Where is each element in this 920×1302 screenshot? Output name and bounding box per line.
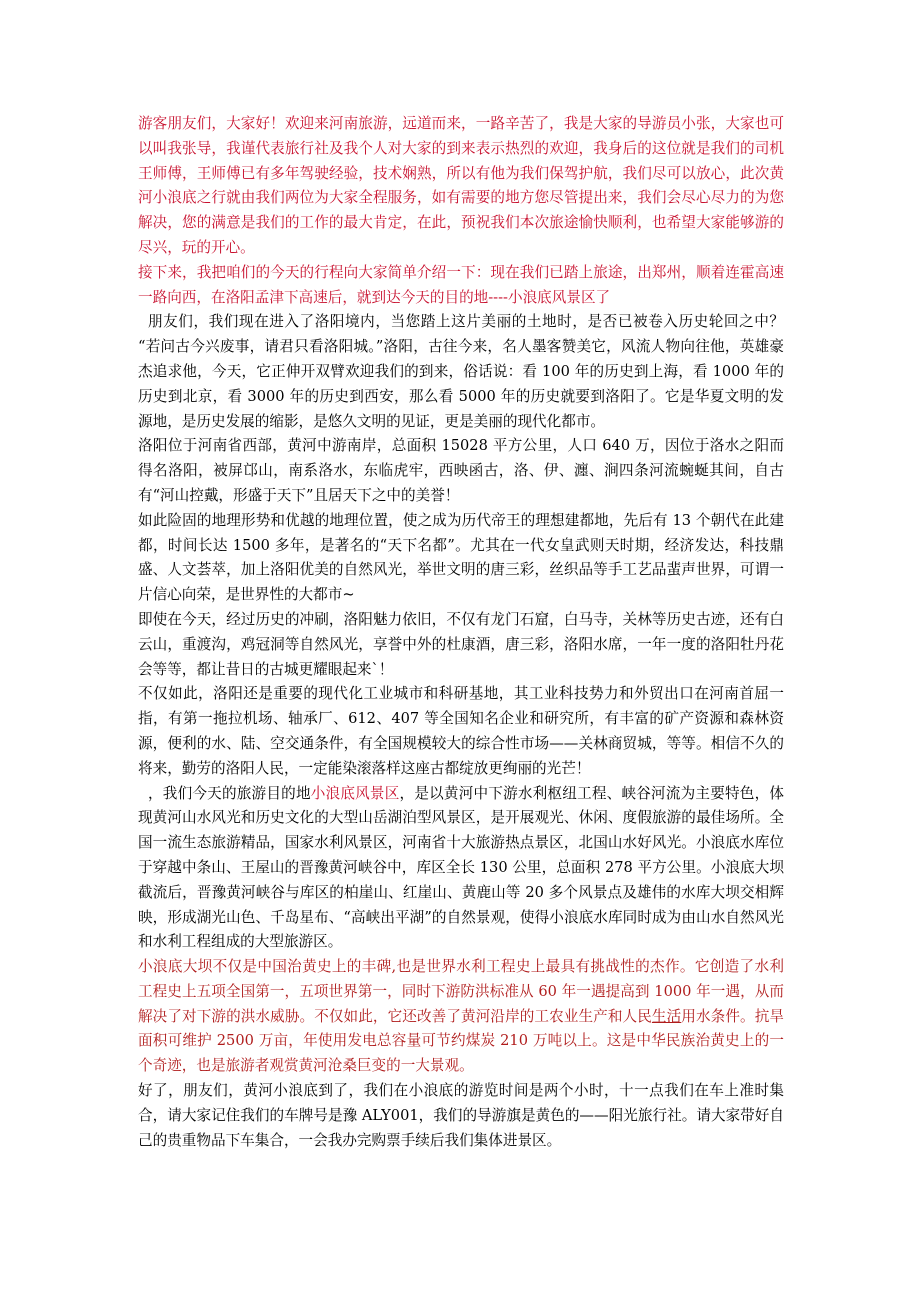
industry-paragraph: 不仅如此，洛阳还是重要的现代化工业城市和科研基地，其工业科技势力和外贸出口在河南首屈一指，有第一拖拉机场、轴承厂、612、407 等全国知名企业和研究所，有丰富的矿产资源和森林资源，便利的水、陆、空交通条件，有全国规模较大的综合性市场——关林商贸城，等等。相信不久的将来，勤劳的洛阳人民，一定能染滚落样这座古都绽放更绚丽的光芒！ — [138, 685, 784, 777]
scenic-highlight: 小浪底风景区 — [310, 784, 400, 802]
history-paragraph: 如此险固的地理形势和优越的地理位置，使之成为历代帝王的理想建都地，先后有 13 个朝代在此建都，时间长达 1500 多年，是著名的“天下名都”。尤其在一代女皇武则天时期，经济发达，科技鼎盛、人文荟萃，加上洛阳优美的自然风光，举世文明的唐三彩，丝织品等手工艺品蜚声世界，可谓一片信心向荣，是世界性的大都市~ — [138, 511, 784, 604]
itinerary-paragraph: 接下来，我把咱们的今天的行程向大家简单介绍一下：现在我们已踏上旅途，出郑州，顺着连霍高速一路向西，在洛阳孟津下高速后，就到达今天的目的地----小浪底风景区了 — [138, 263, 784, 306]
welcome-paragraph: 游客朋友们，大家好！欢迎来河南旅游，远道而来，一路辛苦了，我是大家的导游员小张，大家也可以叫我张导，我谨代表旅行社及我个人对大家的到来表示热烈的欢迎，我身后的这位就是我们的司机王师傅，王师傅已有多年驾驶经验，技术娴熟，所以有他为我们保驾护航，我们尽可以放心，此次黄河小浪底之行就由我们两位为大家全程服务，如有需要的地方您尽管提出来，我们会尽心尽力的为您解决，您的满意是我们的工作的最大肯定，在此，预祝我们本次旅途愉快顺利，也希望大家能够游的尽兴，玩的开心。 — [138, 115, 784, 256]
geography-paragraph: 洛阳位于河南省西部，黄河中游南岸，总面积 15028 平方公里，人口 640 万，因位于洛水之阳而得名洛阳，被屏邙山，南系洛水，东临虎牢，西映函古，洛、伊、瀍、涧四条河流蜿蜒其间，自古有“河山控戴，形盛于天下”且居天下之中的美誉！ — [138, 437, 784, 504]
dam-link[interactable]: 生活 — [651, 1007, 682, 1025]
today-paragraph: 即使在今天，经过历史的冲刷，洛阳魅力依旧，不仅有龙门石窟，白马寺，关林等历史古迹，还有白云山，重渡沟，鸡冠洞等自然风光，享誉中外的杜康酒，唐三彩，洛阳水席，一年一度的洛阳牡丹花会等等，都让昔日的古城更耀眼起来`！ — [138, 610, 784, 678]
scenic-prefix: ，我们今天的旅游目的地 — [148, 784, 311, 802]
dam-paragraph — [138, 955, 784, 1079]
scenic-paragraph — [138, 782, 784, 956]
dam-text-before: 小浪底大坝不仅是中国治黄史上的丰碑,也是世界水利工程史上最具有挑战性的杰作。它创造了水利工程史上五项全国第一，五项世界第一，同时下游防洪标准从 60 年一遇提高到 1000 年一遇，从而解决了对下游的洪水威胁。不仅如此，它还改善了黄河沿岸的工农业生产和人民 — [138, 958, 784, 1025]
document-page — [138, 112, 784, 1153]
luoyang-intro-paragraph: 朋友们，我们现在进入了洛阳境内，当您踏上这片美丽的土地时，是否已被卷入历史轮回之中？ “若问古今兴废事，请君只看洛阳城。”洛阳，古往今来，名人墨客赞美它，风流人物向往他，英雄豪杰追求他，今天，它正伸开双臂欢迎我们的到来，俗话说：看 100 年的历史到上海，看 1000 年的历史到北京，看 3000 年的历史到西安，那么看 5000 年的历史就要到洛阳了。它是华夏文明的发源地，是历史发展的缩影，是悠久文明的见证，更是美丽的现代化都市。 — [138, 313, 784, 430]
scenic-body: ，是以黄河中下游水利枢纽工程、峡谷河流为主要特色，体现黄河山水风光和历史文化的大型山岳湖泊型风景区，是开展观光、休闲、度假旅游的最佳场所。全国一流生态旅游精品，国家水利风景区，河南省十大旅游热点景区，北国山水好风光。小浪底水库位于穿越中条山、王屋山的晋豫黄河峡谷中，库区全长 130 公里，总面积 278 平方公里。小浪底大坝截流后，晋豫黄河峡谷与库区的柏崖山、红崖山、黄鹿山等 20 多个风景点及雄伟的水库大坝交相辉映，形成湖光山色、千岛星布、“高峡出平湖”的自然景观，使得小浪底水库同时成为由山水自然风光和水利工程组成的大型旅游区。 — [138, 784, 784, 951]
dam-text-after: 用水条件。抗旱面积可维护 2500 万亩，年使用发电总容量可节约煤炭 210 万吨以上。这是中华民族治黄史上的一个奇迹，也是旅游者观赏黄河沧桑巨变的一大景观。 — [138, 1007, 784, 1075]
arrival-paragraph: 好了，朋友们，黄河小浪底到了，我们在小浪底的游览时间是两个小时，十一点我们在车上准时集合，请大家记住我们的车牌号是豫 ALY001，我们的导游旗是黄色的——阳光旅行社。请大家带好自己的贵重物品下车集合，一会我办完购票手续后我们集体进景区。 — [138, 1082, 784, 1149]
